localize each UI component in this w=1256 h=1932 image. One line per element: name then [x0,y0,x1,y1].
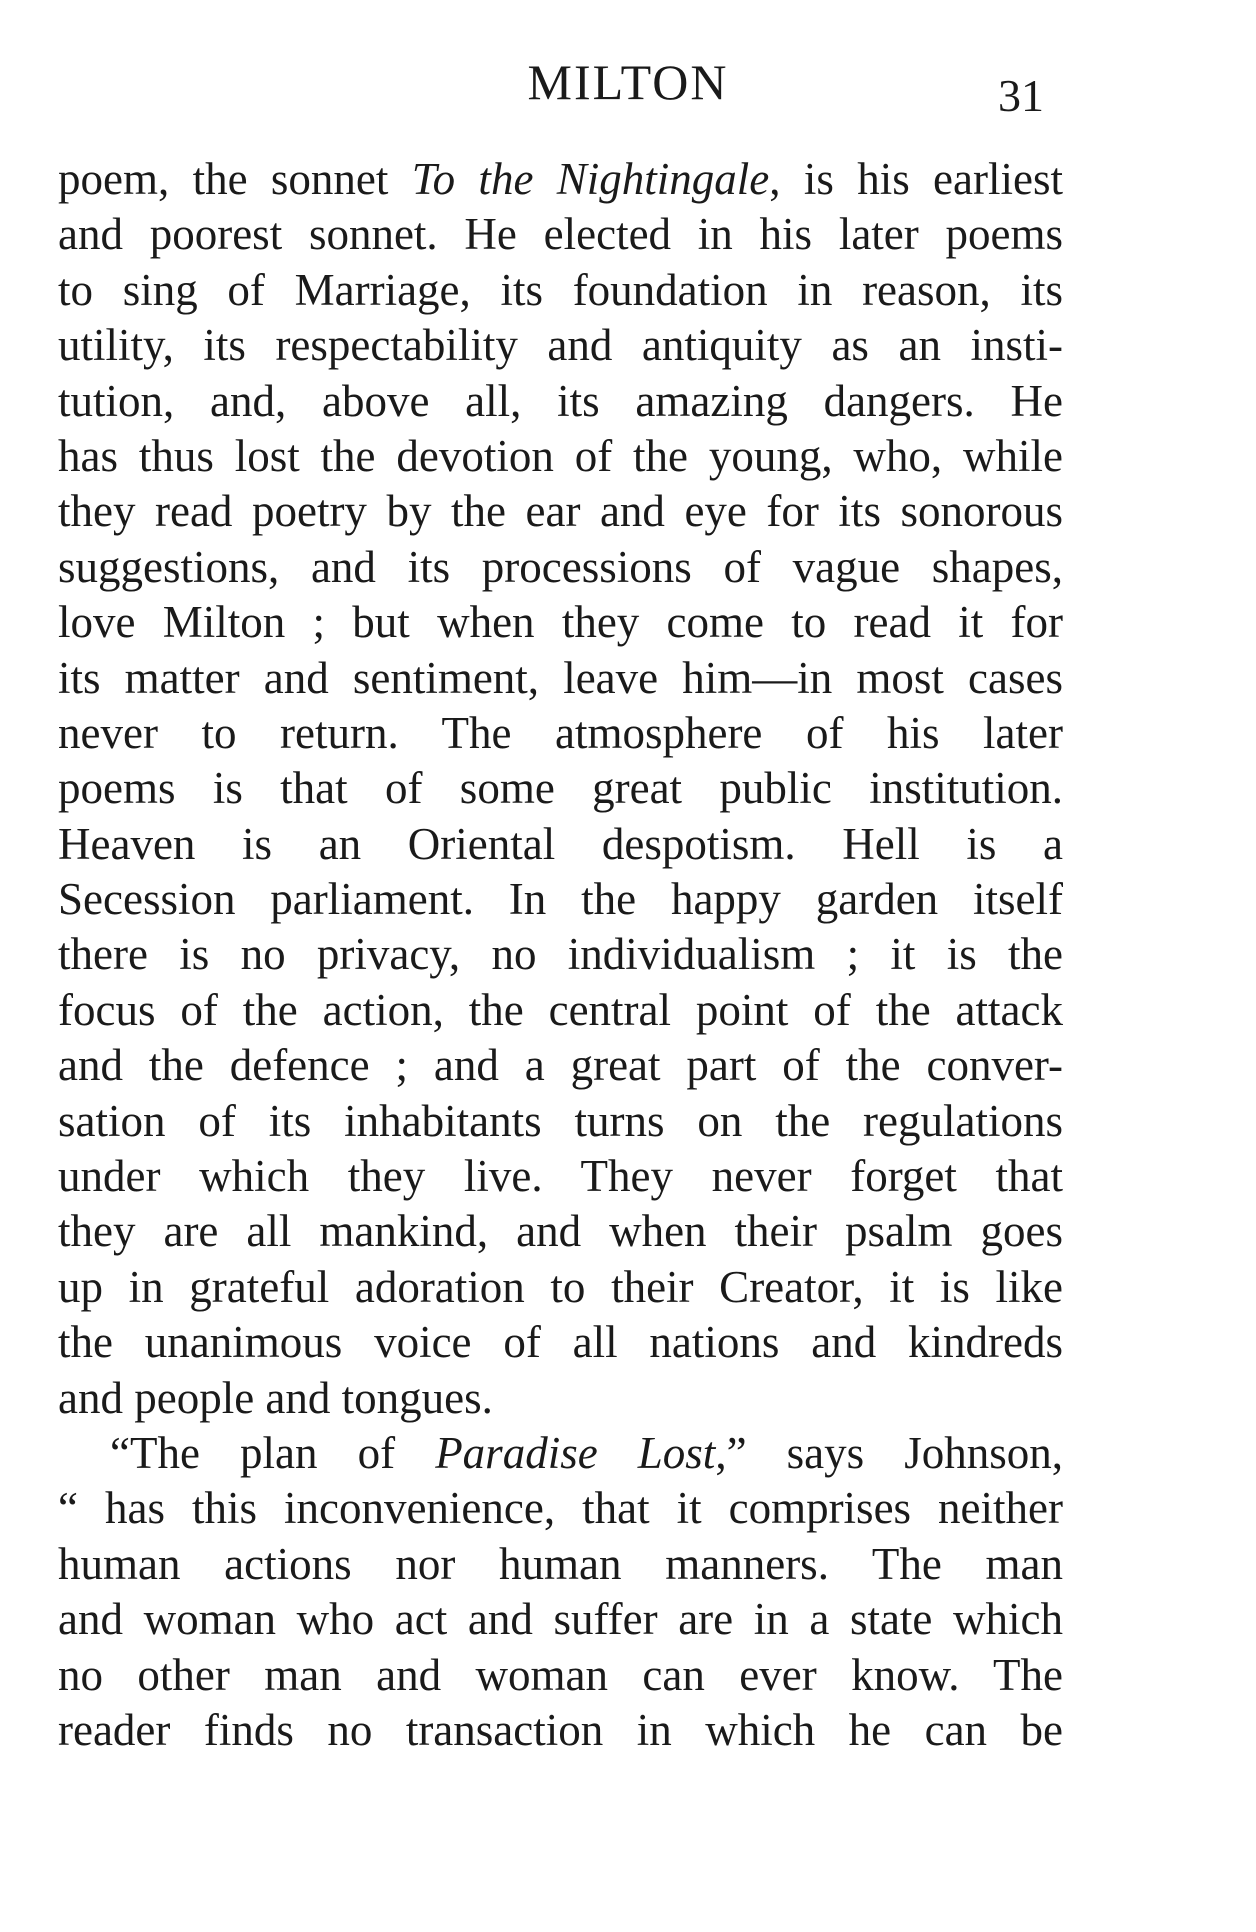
text-line: reader finds no transaction in which he can be [58,1704,1063,1755]
text-line: and people and tongues. [58,1372,493,1423]
running-head [0,52,1256,121]
text-line: “The plan of Paradise Lost,” says Johnson, [110,1427,1063,1478]
text-line: suggestions, and its processions of vague shapes, [58,541,1063,592]
text-line: poem, the sonnet To the Nightingale, is his earliest [58,154,1063,204]
italic-title: To the Nightingale [411,154,770,204]
text-line: tution, and, above all, its amazing dangers. He [58,375,1063,426]
text-line: has thus lost the devotion of the young, who, while [58,430,1063,481]
text-line: no other man and woman can ever know. The [58,1649,1063,1700]
text-line: and the defence ; and a great part of the conver- [58,1040,1063,1091]
paragraph [58,1426,1063,1758]
text-line: they read poetry by the ear and eye for its sonorous [58,486,1063,537]
paragraph [58,152,1063,1426]
text-line: never to return. The atmosphere of his later [58,707,1063,758]
body-text [58,152,1063,1758]
italic-title: Paradise Lost [435,1427,716,1478]
text-line: its matter and sentiment, leave him—in most cases [58,652,1063,703]
text-line: love Milton ; but when they come to read it for [58,597,1063,648]
text-line: human actions nor human manners. The man [58,1538,1063,1589]
text-line: up in grateful adoration to their Creator, it is like [58,1261,1063,1312]
text-line: to sing of Marriage, its foundation in reason, its [58,264,1063,315]
text-line: poems is that of some great public institution. [58,763,1063,814]
text-line: focus of the action, the central point of the attack [58,984,1063,1035]
text-line: the unanimous voice of all nations and kindreds [58,1317,1063,1368]
text-line: Secession parliament. In the happy garden itself [58,874,1063,925]
text-line: there is no privacy, no individualism ; it is the [58,929,1063,980]
text-line: under which they live. They never forget that [58,1151,1063,1202]
text-line: and woman who act and suffer are in a state which [58,1594,1063,1645]
text-line: sation of its inhabitants turns on the regulations [58,1095,1063,1146]
text-line: they are all mankind, and when their psalm goes [58,1206,1063,1257]
page-number: 31 [998,70,1044,121]
text-line: utility, its respectability and antiquity as an insti- [58,320,1063,371]
running-title: MILTON [527,54,729,110]
text-line: and poorest sonnet. He elected in his later poems [58,209,1063,260]
text-line: “ has this inconvenience, that it comprises neither [58,1483,1063,1534]
text-line: Heaven is an Oriental despotism. Hell is a [58,818,1063,869]
